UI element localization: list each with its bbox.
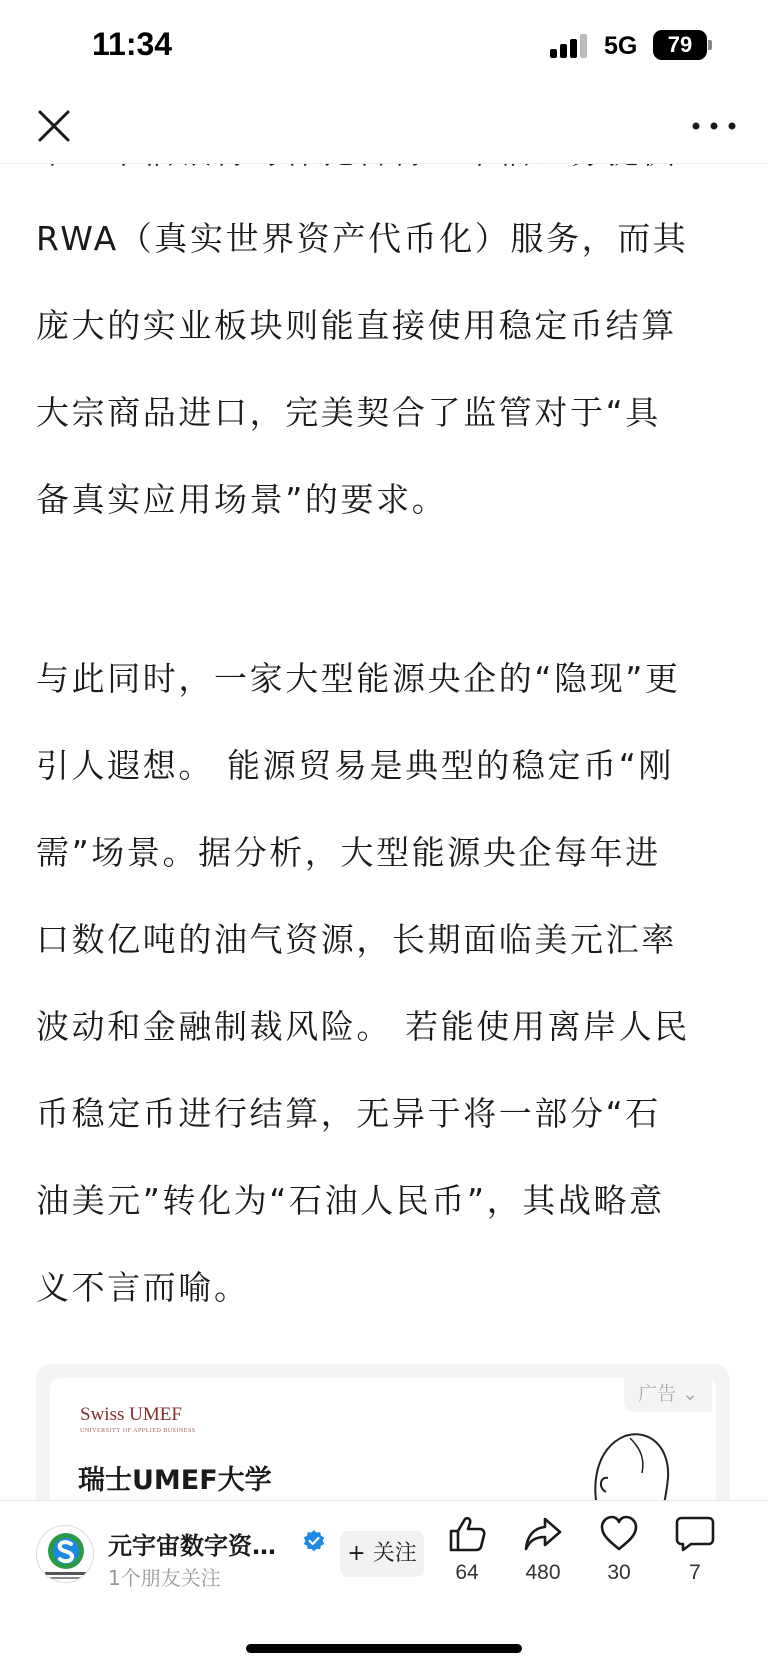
author-name[interactable]: 元宇宙数字资… [108, 1532, 276, 1560]
follow-button[interactable]: + 关注 [340, 1531, 424, 1577]
network-type: 5G [604, 32, 638, 60]
home-indicator[interactable] [246, 1644, 522, 1653]
article-line: 与此同时，一家大型能源央企的“隐现”更 [36, 659, 681, 698]
article-line: 庞大的实业板块则能直接使用稳定币结算 [36, 306, 677, 345]
thumbs-up-icon [447, 1515, 487, 1553]
author-logo-icon [37, 1526, 94, 1583]
article-line: 口数亿吨的油气资源，长期面临美元汇率 [36, 920, 677, 959]
status-bar [0, 0, 768, 92]
friend-follow-count: 1个朋友关注 [108, 1566, 221, 1590]
battery-icon [653, 30, 707, 60]
favorite-count: 30 [607, 1561, 631, 1584]
comment-button[interactable] [660, 1515, 730, 1585]
chevron-down-icon: ⌄ [682, 1383, 698, 1405]
bottom-bar [0, 1500, 768, 1662]
more-icon [684, 102, 744, 152]
share-icon [523, 1515, 563, 1553]
battery-level: 79 [667, 32, 693, 57]
battery-cap [708, 40, 712, 50]
comment-count: 7 [689, 1561, 701, 1584]
nav-bar [0, 92, 768, 164]
ad-tag[interactable] [624, 1378, 712, 1412]
ad-tag-label: 广告 [638, 1383, 677, 1405]
close-button[interactable] [30, 102, 80, 152]
ad-logo-text: Swiss UMEF [80, 1404, 182, 1425]
more-button[interactable] [684, 102, 744, 152]
like-button[interactable] [432, 1515, 502, 1585]
article-line: 备真实应用场景”的要求。 [36, 480, 448, 519]
article-line: 波动和金融制裁风险。 若能使用离岸人民 [36, 1007, 690, 1046]
article-line: 需”场景。据分析，大型能源央企每年进 [36, 833, 661, 872]
article-line: 义不言而喻。 [36, 1268, 250, 1307]
signal-icon [550, 34, 590, 58]
paragraph-2 [36, 635, 736, 1331]
status-time: 11:34 [92, 26, 173, 62]
ad-title: 瑞士UMEF大学 [78, 1465, 272, 1496]
article-line: 引人遐想。 能源贸易是典型的稳定币“刚 [36, 746, 674, 785]
article-line: RWA（真实世界资产代币化）服务，而其 [36, 219, 689, 258]
verified-icon [302, 1529, 326, 1553]
author-avatar[interactable] [36, 1525, 94, 1583]
share-count: 480 [525, 1561, 561, 1584]
article-line: 油美元”转化为“石油人民币”，其战略意 [36, 1181, 665, 1220]
ad-logo [80, 1404, 196, 1434]
heart-icon [599, 1515, 639, 1553]
article-line: 币稳定币进行结算，无异于将一部分“石 [36, 1094, 661, 1133]
close-icon [30, 102, 80, 152]
ad-logo-subtitle: UNIVERSITY OF APPLIED BUSINESS [80, 1428, 196, 1434]
share-button[interactable] [508, 1515, 578, 1585]
paragraph-1 [36, 108, 736, 543]
article-line: 大宗商品进口，完美契合了监管对于“具 [36, 393, 661, 432]
comment-icon [675, 1515, 715, 1553]
like-count: 64 [455, 1561, 479, 1584]
favorite-button[interactable] [584, 1515, 654, 1585]
